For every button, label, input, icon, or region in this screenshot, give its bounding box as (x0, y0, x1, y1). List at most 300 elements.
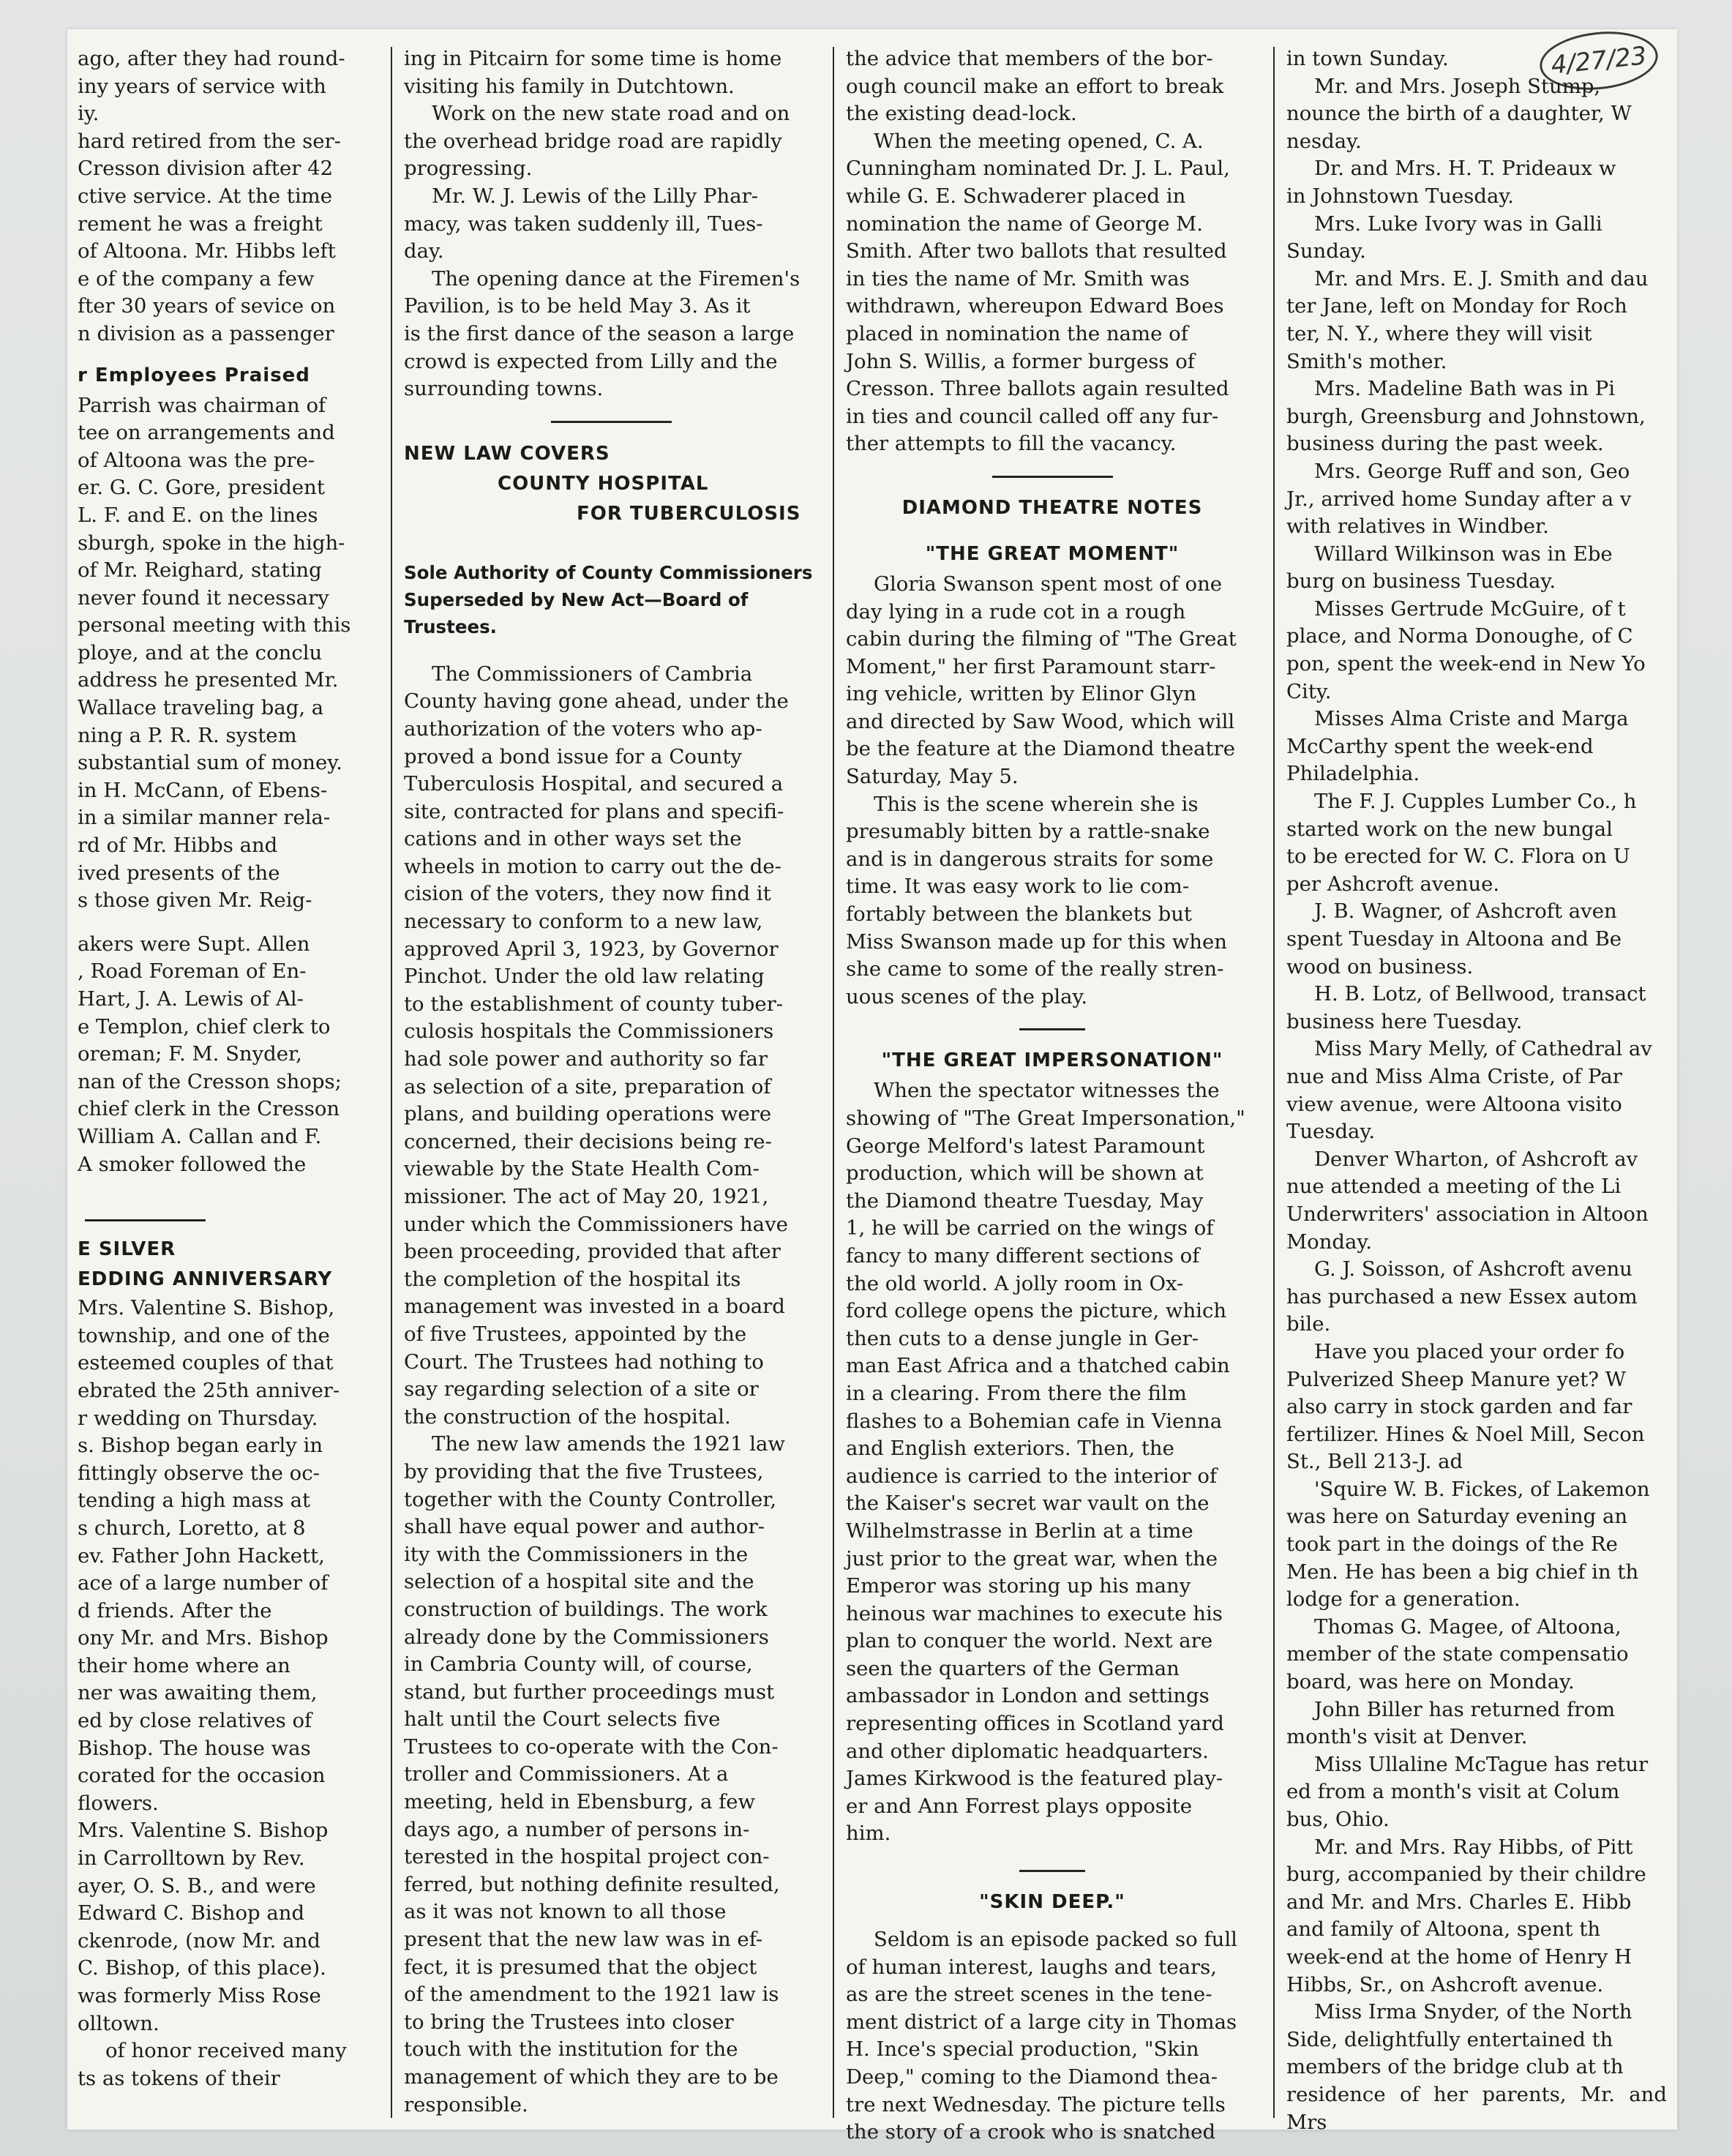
section-rule (992, 476, 1113, 478)
text-line: 'Squire W. B. Fickes, of Lakemon (1314, 1477, 1650, 1501)
col4-para (1286, 1256, 1667, 1339)
text-line: fittingly observe the oc- (78, 1461, 320, 1485)
col4-para (1286, 788, 1667, 898)
text-line: corated for the occasion (78, 1764, 326, 1788)
col4-para (1286, 541, 1667, 596)
text-line: Work on the new state road and on (432, 102, 790, 126)
text-line: spent Tuesday in Altoona and Be (1286, 927, 1622, 951)
text-line: Tuberculosis Hospital, and secured a (404, 772, 784, 796)
col4-para (1286, 211, 1667, 266)
col2-para (404, 183, 818, 266)
text-line: When the spectator witnesses the (874, 1079, 1220, 1103)
text-line: authorization of the voters who ap- (404, 716, 762, 741)
text-line: ived presents of the (78, 861, 280, 885)
text-line: fect, it is presumed that the object (404, 1955, 757, 1979)
text-line: e Templon, chief clerk to (78, 1014, 331, 1038)
text-line: H. B. Lotz, of Bellwood, transact (1314, 982, 1646, 1006)
text-line: and is in dangerous straits for some (846, 847, 1214, 871)
col4-para (1286, 1339, 1667, 1476)
text-line: selection of a hospital site and the (404, 1570, 754, 1594)
text-line: Men. He has been a big chief in th (1286, 1560, 1639, 1584)
col2-para (404, 45, 818, 100)
text-line: in ties and council called off any fur- (846, 404, 1219, 428)
theatre-headline: DIAMOND THEATRE NOTES (901, 496, 1203, 519)
hospital-deck: Sole Authority of County Commissioners Superseded by New Act—Board of Trustees. (404, 561, 813, 637)
text-line: er and Ann Forrest plays opposite (846, 1794, 1192, 1818)
text-line: to be erected for W. C. Flora on U (1286, 845, 1630, 869)
text-line: ferred, but nothing definite resulted, (404, 1872, 780, 1896)
text-line: uous scenes of the play. (846, 984, 1088, 1008)
col1-para (78, 128, 376, 348)
text-line: George Melford's latest Paramount (846, 1134, 1205, 1158)
text-line: cations and in other ways set the (404, 827, 742, 851)
text-line: Misses Alma Criste and Marga (1314, 707, 1629, 731)
text-line: has purchased a new Essex autom (1286, 1284, 1638, 1309)
text-line: Mrs. Luke Ivory was in Galli (1314, 212, 1602, 236)
section-rule (1019, 1028, 1085, 1030)
text-line: lodge for a generation. (1286, 1587, 1521, 1612)
col4-para (1286, 1146, 1667, 1256)
column-3 (836, 45, 1269, 2144)
column-divider (833, 47, 834, 2118)
text-line: week-end at the home of Henry H (1286, 1944, 1632, 1969)
text-line: then cuts to a dense jungle in Ger- (846, 1326, 1199, 1350)
text-line: s. Bishop began early in (78, 1434, 323, 1458)
text-line: ony Mr. and Mrs. Bishop (78, 1626, 329, 1650)
col4-para (1286, 1614, 1667, 1696)
text-line: in a clearing. From there the film (846, 1381, 1187, 1405)
col1-headline: EDDING ANNIVERSARY (78, 1268, 333, 1291)
col2-para (404, 266, 818, 403)
col4-para (1286, 705, 1667, 788)
text-line: substantial sum of money. (78, 751, 342, 775)
text-line: management of which they are to be (404, 2065, 779, 2089)
col4-para (1286, 73, 1667, 156)
text-line: the old world. A jolly room in Ox- (846, 1271, 1184, 1295)
text-line: showing of "The Great Impersonation," (846, 1107, 1245, 1130)
text-line: cabin during the filming of "The Great (846, 627, 1237, 651)
text-line: together with the County Controller, (404, 1487, 777, 1511)
text-line: their home where an (78, 1653, 290, 1677)
text-line: in H. McCann, of Ebens- (78, 778, 328, 802)
col4-para (1286, 1999, 1667, 2136)
text-line: burgh, Greensburg and Johnstown, (1286, 404, 1646, 428)
col1-headline: E SILVER (78, 1238, 176, 1261)
skin-deep-heading: "SKIN DEEP." (979, 1891, 1125, 1914)
col3-para (846, 45, 1259, 128)
text-line: management was invested in a board (404, 1295, 785, 1319)
text-line: as selection of a site, preparation of (404, 1074, 771, 1098)
text-line: in a similar manner rela- (78, 806, 331, 830)
text-line: plans, and building operations were (404, 1102, 772, 1126)
text-line: Deep," coming to the Diamond thea- (846, 2065, 1218, 2089)
section-rule (85, 1219, 206, 1221)
text-line: St., Bell 213-J. ad (1286, 1450, 1463, 1474)
text-line: in ties the name of Mr. Smith was (846, 266, 1190, 291)
text-line: of honor received many (105, 2039, 347, 2063)
text-line: time. It was easy work to lie com- (846, 875, 1190, 899)
text-line: Underwriters' association in Altoon (1286, 1202, 1649, 1226)
text-line: County having gone ahead, under the (404, 689, 789, 714)
col1-para (78, 931, 376, 1178)
col4-para (1286, 1476, 1667, 1614)
text-line: Cresson division after 42 (78, 157, 334, 181)
text-line: nue and Miss Alma Criste, of Par (1286, 1064, 1622, 1088)
text-line: shall have equal power and author- (404, 1515, 765, 1539)
text-line: the story of a crook who is snatched (846, 2120, 1216, 2144)
text-line: in town Sunday. (1286, 47, 1449, 70)
text-line: Denver Wharton, of Ashcroft av (1314, 1147, 1638, 1171)
text-line: heinous war machines to execute his (846, 1601, 1223, 1625)
col3-para (846, 791, 1259, 1011)
text-line: was here on Saturday evening an (1286, 1505, 1628, 1529)
text-line: Mrs. Madeline Bath was in Pi (1314, 377, 1616, 401)
text-line: Mrs. George Ruff and son, Geo (1314, 459, 1630, 483)
text-line: When the meeting opened, C. A. (874, 129, 1204, 153)
text-line: day. (404, 239, 444, 263)
text-line: nomination the name of George M. (846, 212, 1204, 236)
text-line: the Diamond theatre Tuesday, May (846, 1189, 1204, 1213)
text-line: wood on business. (1286, 954, 1474, 978)
text-line: Emperor was storing up his many (846, 1574, 1191, 1598)
text-line: proved a bond issue for a County (404, 744, 742, 768)
text-line: Hibbs, Sr., on Ashcroft avenue. (1286, 1972, 1604, 1996)
text-line: Cresson. Three ballots again resulted (846, 377, 1229, 401)
text-line: plan to conquer the world. Next are (846, 1629, 1213, 1653)
text-line: started work on the new bungal (1286, 817, 1613, 841)
text-line: Trustees to co-operate with the Con- (404, 1734, 779, 1759)
text-line: A smoker followed the (78, 1152, 307, 1176)
text-line: ploye, and at the conclu (78, 640, 323, 665)
text-line: of the amendment to the 1921 law is (404, 1983, 779, 2007)
text-line: nue attended a meeting of the Li (1286, 1175, 1622, 1199)
text-line: burg on business Tuesday. (1286, 569, 1556, 594)
text-line: progressing. (404, 157, 533, 181)
text-line: nesday. (1286, 129, 1362, 153)
text-line: burg, accompanied by their childre (1286, 1863, 1646, 1887)
text-line: surrounding towns. (404, 377, 604, 401)
text-line: tre next Wednesday. The picture tells (846, 2092, 1226, 2116)
col4-para (1286, 375, 1667, 458)
newspaper-clipping (67, 29, 1677, 2144)
col1-para (78, 2037, 376, 2092)
text-line: ment district of a large city in Thomas (846, 2010, 1237, 2034)
text-line: view avenue, were Altoona visito (1286, 1092, 1622, 1116)
text-line: Miss Ullaline McTague has retur (1314, 1752, 1649, 1776)
text-line: approved April 3, 1923, by Governor (404, 937, 779, 961)
text-line: placed in nomination the name of (846, 321, 1188, 345)
text-line: already done by the Commissioners (404, 1625, 769, 1649)
text-line: J. B. Wagner, of Ashcroft aven (1314, 899, 1617, 924)
text-line: township, and one of the (78, 1323, 330, 1347)
text-line: ing vehicle, written by Elinor Glyn (846, 682, 1197, 706)
col1-para (78, 1295, 376, 1817)
column-divider (391, 47, 392, 2118)
text-line: of Altoona was the pre- (78, 448, 315, 472)
text-line: and English exteriors. Then, the (846, 1437, 1174, 1461)
col4-para (1286, 1696, 1667, 1751)
text-line: fancy to many different sections of (846, 1243, 1200, 1268)
text-line: esteemed couples of that (78, 1351, 334, 1375)
text-line: meeting, held in Ebensburg, a few (404, 1790, 756, 1814)
column-4 (1276, 45, 1677, 2134)
text-line: This is the scene wherein she is (874, 792, 1199, 816)
hospital-headline-line-1: NEW LAW COVERS (404, 442, 610, 465)
text-line: G. J. Soisson, of Ashcroft avenu (1314, 1257, 1632, 1281)
text-line: and family of Altoona, spent th (1286, 1917, 1601, 1942)
text-line: The new law amends the 1921 law (432, 1432, 785, 1456)
text-line: Pavilion, is to be held May 3. As it (404, 294, 751, 318)
text-line: chief clerk in the Cresson (78, 1097, 340, 1121)
column-1 (67, 45, 386, 2109)
text-line: Smith. After two ballots that resulted (846, 239, 1227, 263)
text-line: audience is carried to the interior of (846, 1464, 1218, 1488)
text-line: Gloria Swanson spent most of one (874, 572, 1223, 596)
text-line: flashes to a Bohemian cafe in Vienna (846, 1409, 1223, 1433)
text-line: Miss Mary Melly, of Cathedral av (1314, 1037, 1652, 1061)
col3-para (846, 571, 1259, 791)
text-line: ford college opens the picture, which (846, 1299, 1227, 1323)
text-line: the existing dead-lock. (846, 102, 1077, 126)
text-line: Dr. and Mrs. H. T. Prideaux w (1314, 157, 1616, 181)
text-line: Wallace traveling bag, a (78, 696, 324, 720)
text-line: nan of the Cresson shops; (78, 1069, 342, 1093)
col1-para (78, 1817, 376, 2037)
text-line: Cunningham nominated Dr. J. L. Paul, (846, 157, 1230, 181)
text-line: McCarthy spent the week-end (1286, 734, 1594, 758)
text-line: akers were Supt. Allen (78, 932, 310, 956)
text-line: concerned, their decisions being re- (404, 1129, 772, 1153)
section-rule (551, 421, 672, 423)
text-line: L. F. and E. on the lines (78, 503, 318, 527)
text-line: board, was here on Monday. (1286, 1670, 1575, 1694)
text-line: place, and Norma Donoughe, of C (1286, 624, 1633, 648)
text-line: days ago, a number of persons in- (404, 1817, 750, 1841)
text-line: viewable by the State Health Com- (404, 1157, 760, 1181)
col4-para (1286, 1036, 1667, 1145)
text-line: fertilizer. Hines & Noel Mill, Secon (1286, 1422, 1645, 1446)
text-line: terested in the hospital project con- (404, 1845, 770, 1869)
text-line: Willard Wilkinson was in Ebe (1314, 542, 1613, 566)
text-line: as are the street scenes in the tene- (846, 1983, 1212, 2007)
text-line: be the feature at the Diamond theatre (846, 737, 1235, 761)
great-moment-heading: "THE GREAT MOMENT" (925, 542, 1180, 565)
col2-para (404, 100, 818, 183)
text-line: ner was awaiting them, (78, 1681, 318, 1705)
col4-para (1286, 596, 1667, 705)
text-line: business during the past week. (1286, 432, 1604, 456)
text-line: month's visit at Denver. (1286, 1725, 1528, 1749)
text-line: ace of a large number of (78, 1571, 329, 1595)
text-line: Mr. W. J. Lewis of the Lilly Phar- (432, 184, 759, 208)
text-line: macy, was taken suddenly ill, Tues- (404, 212, 763, 236)
text-line: was formerly Miss Rose (78, 1984, 321, 2007)
text-line: Miss Swanson made up for this when (846, 929, 1227, 954)
text-line: as it was not known to all those (404, 1900, 727, 1924)
text-line: ing in Pitcairn for some time is home (404, 47, 782, 70)
text-line: C. Bishop, of this place). (78, 1956, 326, 1980)
text-line: ago, after they had round- (78, 47, 345, 70)
text-line: responsible. (404, 2092, 528, 2116)
date-stamp: 4/27/23 (1537, 26, 1660, 96)
text-line: culosis hospitals the Commissioners (404, 1019, 774, 1044)
text-line: and directed by Saw Wood, which will (846, 709, 1235, 733)
text-line: Have you placed your order fo (1314, 1339, 1625, 1363)
text-line: Mrs. Valentine S. Bishop (78, 1819, 329, 1843)
text-line: address he presented Mr. (78, 668, 339, 692)
text-line: member of the state compensatio (1286, 1642, 1629, 1666)
text-line: of Mr. Reighard, stating (78, 558, 322, 583)
text-line: presumably bitten by a rattle-snake (846, 820, 1210, 844)
col3-para (846, 1926, 1259, 2146)
text-line: n division as a passenger (78, 321, 334, 345)
text-line: ter Jane, left on Monday for Roch (1286, 294, 1627, 318)
column-divider (1273, 47, 1275, 2118)
text-line: flowers. (78, 1791, 159, 1815)
text-line: him. (846, 1822, 891, 1846)
great-impersonation-heading: "THE GREAT IMPERSONATION" (881, 1049, 1223, 1072)
col1-para (78, 45, 376, 128)
text-line: never found it necessary (78, 585, 329, 610)
text-line: cision of the voters, they now find it (404, 882, 771, 906)
text-line: ning a P. R. R. system (78, 723, 297, 747)
text-line: nounce the birth of a daughter, W (1286, 102, 1632, 126)
text-line: the Kaiser's secret war vault on the (846, 1491, 1210, 1516)
text-line: stand, but further proceedings must (404, 1680, 775, 1704)
text-line: with relatives in Windber. (1286, 514, 1549, 539)
text-line: hard retired from the ser- (78, 129, 341, 153)
text-line: bile. (1286, 1312, 1331, 1336)
col4-para (1286, 266, 1667, 375)
text-line: e of the company a few (78, 266, 315, 291)
text-line: to bring the Trustees into closer (404, 2010, 734, 2034)
text-line: of Altoona. Mr. Hibbs left (78, 239, 336, 263)
text-line: olltown. (78, 2011, 160, 2035)
column-2 (394, 45, 828, 2116)
text-line: ev. Father John Hackett, (78, 1543, 325, 1568)
text-line: the advice that members of the bor- (846, 47, 1213, 70)
text-line: necessary to conform to a new law, (404, 910, 763, 934)
text-line: er. G. C. Gore, president (78, 476, 325, 500)
text-line: Hart, J. A. Lewis of Al- (78, 987, 304, 1011)
text-line: William A. Callan and F. (78, 1124, 322, 1148)
text-line: rement he was a freight (78, 212, 323, 236)
text-line: s those given Mr. Reig- (78, 888, 312, 913)
text-line: Bishop. The house was (78, 1736, 311, 1760)
text-line: is the first dance of the season a large (404, 321, 795, 345)
text-line: Mrs. Valentine S. Bishop, (78, 1296, 335, 1320)
text-line: present that the new law was in ef- (404, 1928, 763, 1952)
text-line: Thomas G. Magee, of Altoona, (1314, 1614, 1622, 1639)
text-line: 1, he will be carried on the wings of (846, 1216, 1214, 1240)
text-line: halt until the Court selects five (404, 1707, 721, 1732)
text-line: ity with the Commissioners in the (404, 1542, 749, 1566)
col4-para (1286, 45, 1667, 73)
col1-para (78, 392, 376, 915)
text-line: Pinchot. Under the old law relating (404, 965, 765, 989)
text-line: Saturday, May 5. (846, 765, 1019, 789)
text-line: of five Trustees, appointed by the (404, 1322, 747, 1346)
col2-para (404, 661, 818, 1431)
text-line: the overhead bridge road are rapidly (404, 129, 782, 153)
text-line: in Cambria County will, of course, (404, 1652, 753, 1677)
text-line: construction of buildings. The work (404, 1597, 768, 1621)
text-line: City. (1286, 679, 1332, 703)
section-rule (1019, 1870, 1085, 1872)
col4-para (1286, 981, 1667, 1036)
text-line: members of the bridge club at th (1286, 2055, 1624, 2079)
text-line: Monday. (1286, 1229, 1373, 1254)
hospital-headline-line-3: FOR TUBERCULOSIS (577, 502, 801, 525)
text-line: Mr. and Mrs. E. J. Smith and dau (1314, 266, 1649, 291)
text-line: ther attempts to fill the vacancy. (846, 432, 1177, 456)
text-line: and Mr. and Mrs. Charles E. Hibb (1286, 1890, 1632, 1914)
text-line: tee on arrangements and (78, 421, 335, 445)
text-line: Jr., arrived home Sunday after a v (1286, 487, 1632, 511)
text-line: Seldom is an episode packed so full (874, 1928, 1237, 1952)
text-line: sburgh, spoke in the high- (78, 531, 345, 555)
text-line: crowd is expected from Lilly and the (404, 349, 778, 373)
text-line: tending a high mass at (78, 1489, 311, 1513)
text-line: Mr. and Mrs. Joseph Stump, (1314, 74, 1601, 98)
text-line: Philadelphia. (1286, 762, 1420, 786)
text-line: in Carrolltown by Rev. (78, 1846, 305, 1871)
col4-para (1286, 1834, 1667, 1999)
text-line: touch with the institution for the (404, 2037, 738, 2062)
text-line: Mr. and Mrs. Ray Hibbs, of Pitt (1314, 1835, 1633, 1859)
text-line: Sunday. (1286, 239, 1366, 263)
text-line: bus, Ohio. (1286, 1808, 1390, 1831)
text-line: John S. Willis, a former burgess of (846, 349, 1195, 373)
col4-para (1286, 458, 1667, 541)
text-line: missioner. The act of May 20, 1921, (404, 1185, 769, 1208)
text-line: the construction of the hospital. (404, 1404, 731, 1429)
text-line: while G. E. Schwaderer placed in (846, 184, 1186, 208)
text-line: fortably between the blankets but (846, 902, 1192, 927)
text-line: and other diplomatic headquarters. (846, 1739, 1209, 1763)
text-line: also carry in stock garden and far (1286, 1395, 1632, 1419)
text-line: iy. (78, 102, 100, 126)
text-line: Parrish was chairman of (78, 393, 326, 417)
text-line: under which the Commissioners have (404, 1212, 788, 1236)
text-line: man East Africa and a thatched cabin (846, 1354, 1230, 1378)
col2-para (404, 1431, 818, 2119)
text-line: she came to some of the really stren- (846, 957, 1224, 981)
col3-para (846, 128, 1259, 458)
hospital-headline-line-2: COUNTY HOSPITAL (498, 472, 709, 495)
text-line: The opening dance at the Firemen's (432, 266, 801, 291)
text-line: the completion of the hospital its (404, 1267, 741, 1291)
text-line: withdrawn, whereupon Edward Boes (846, 294, 1224, 318)
text-line: ayer, O. S. B., and were (78, 1874, 316, 1898)
text-line: H. Ince's special production, "Skin (846, 2037, 1199, 2062)
col1-subheading: r Employees Praised (78, 364, 310, 386)
text-line: say regarding selection of a site or (404, 1377, 759, 1401)
col4-para (1286, 898, 1667, 981)
text-line: r wedding on Thursday. (78, 1406, 318, 1430)
text-line: in Johnstown Tuesday. (1286, 184, 1515, 208)
text-line: Smith's mother. (1286, 349, 1447, 373)
text-line: production, which will be shown at (846, 1161, 1204, 1186)
text-line: been proceeding, provided that after (404, 1240, 781, 1264)
col4-para (1286, 1751, 1667, 1834)
text-line: s church, Loretto, at 8 (78, 1516, 306, 1540)
text-line: Side, delightfully entertained th (1286, 2027, 1613, 2051)
text-line: pon, spent the week-end in New Yo (1286, 652, 1646, 676)
text-line: fter 30 years of sevice on (78, 294, 336, 318)
text-line: Edward C. Bishop and (78, 1901, 305, 1925)
text-line: seen the quarters of the German (846, 1656, 1180, 1680)
